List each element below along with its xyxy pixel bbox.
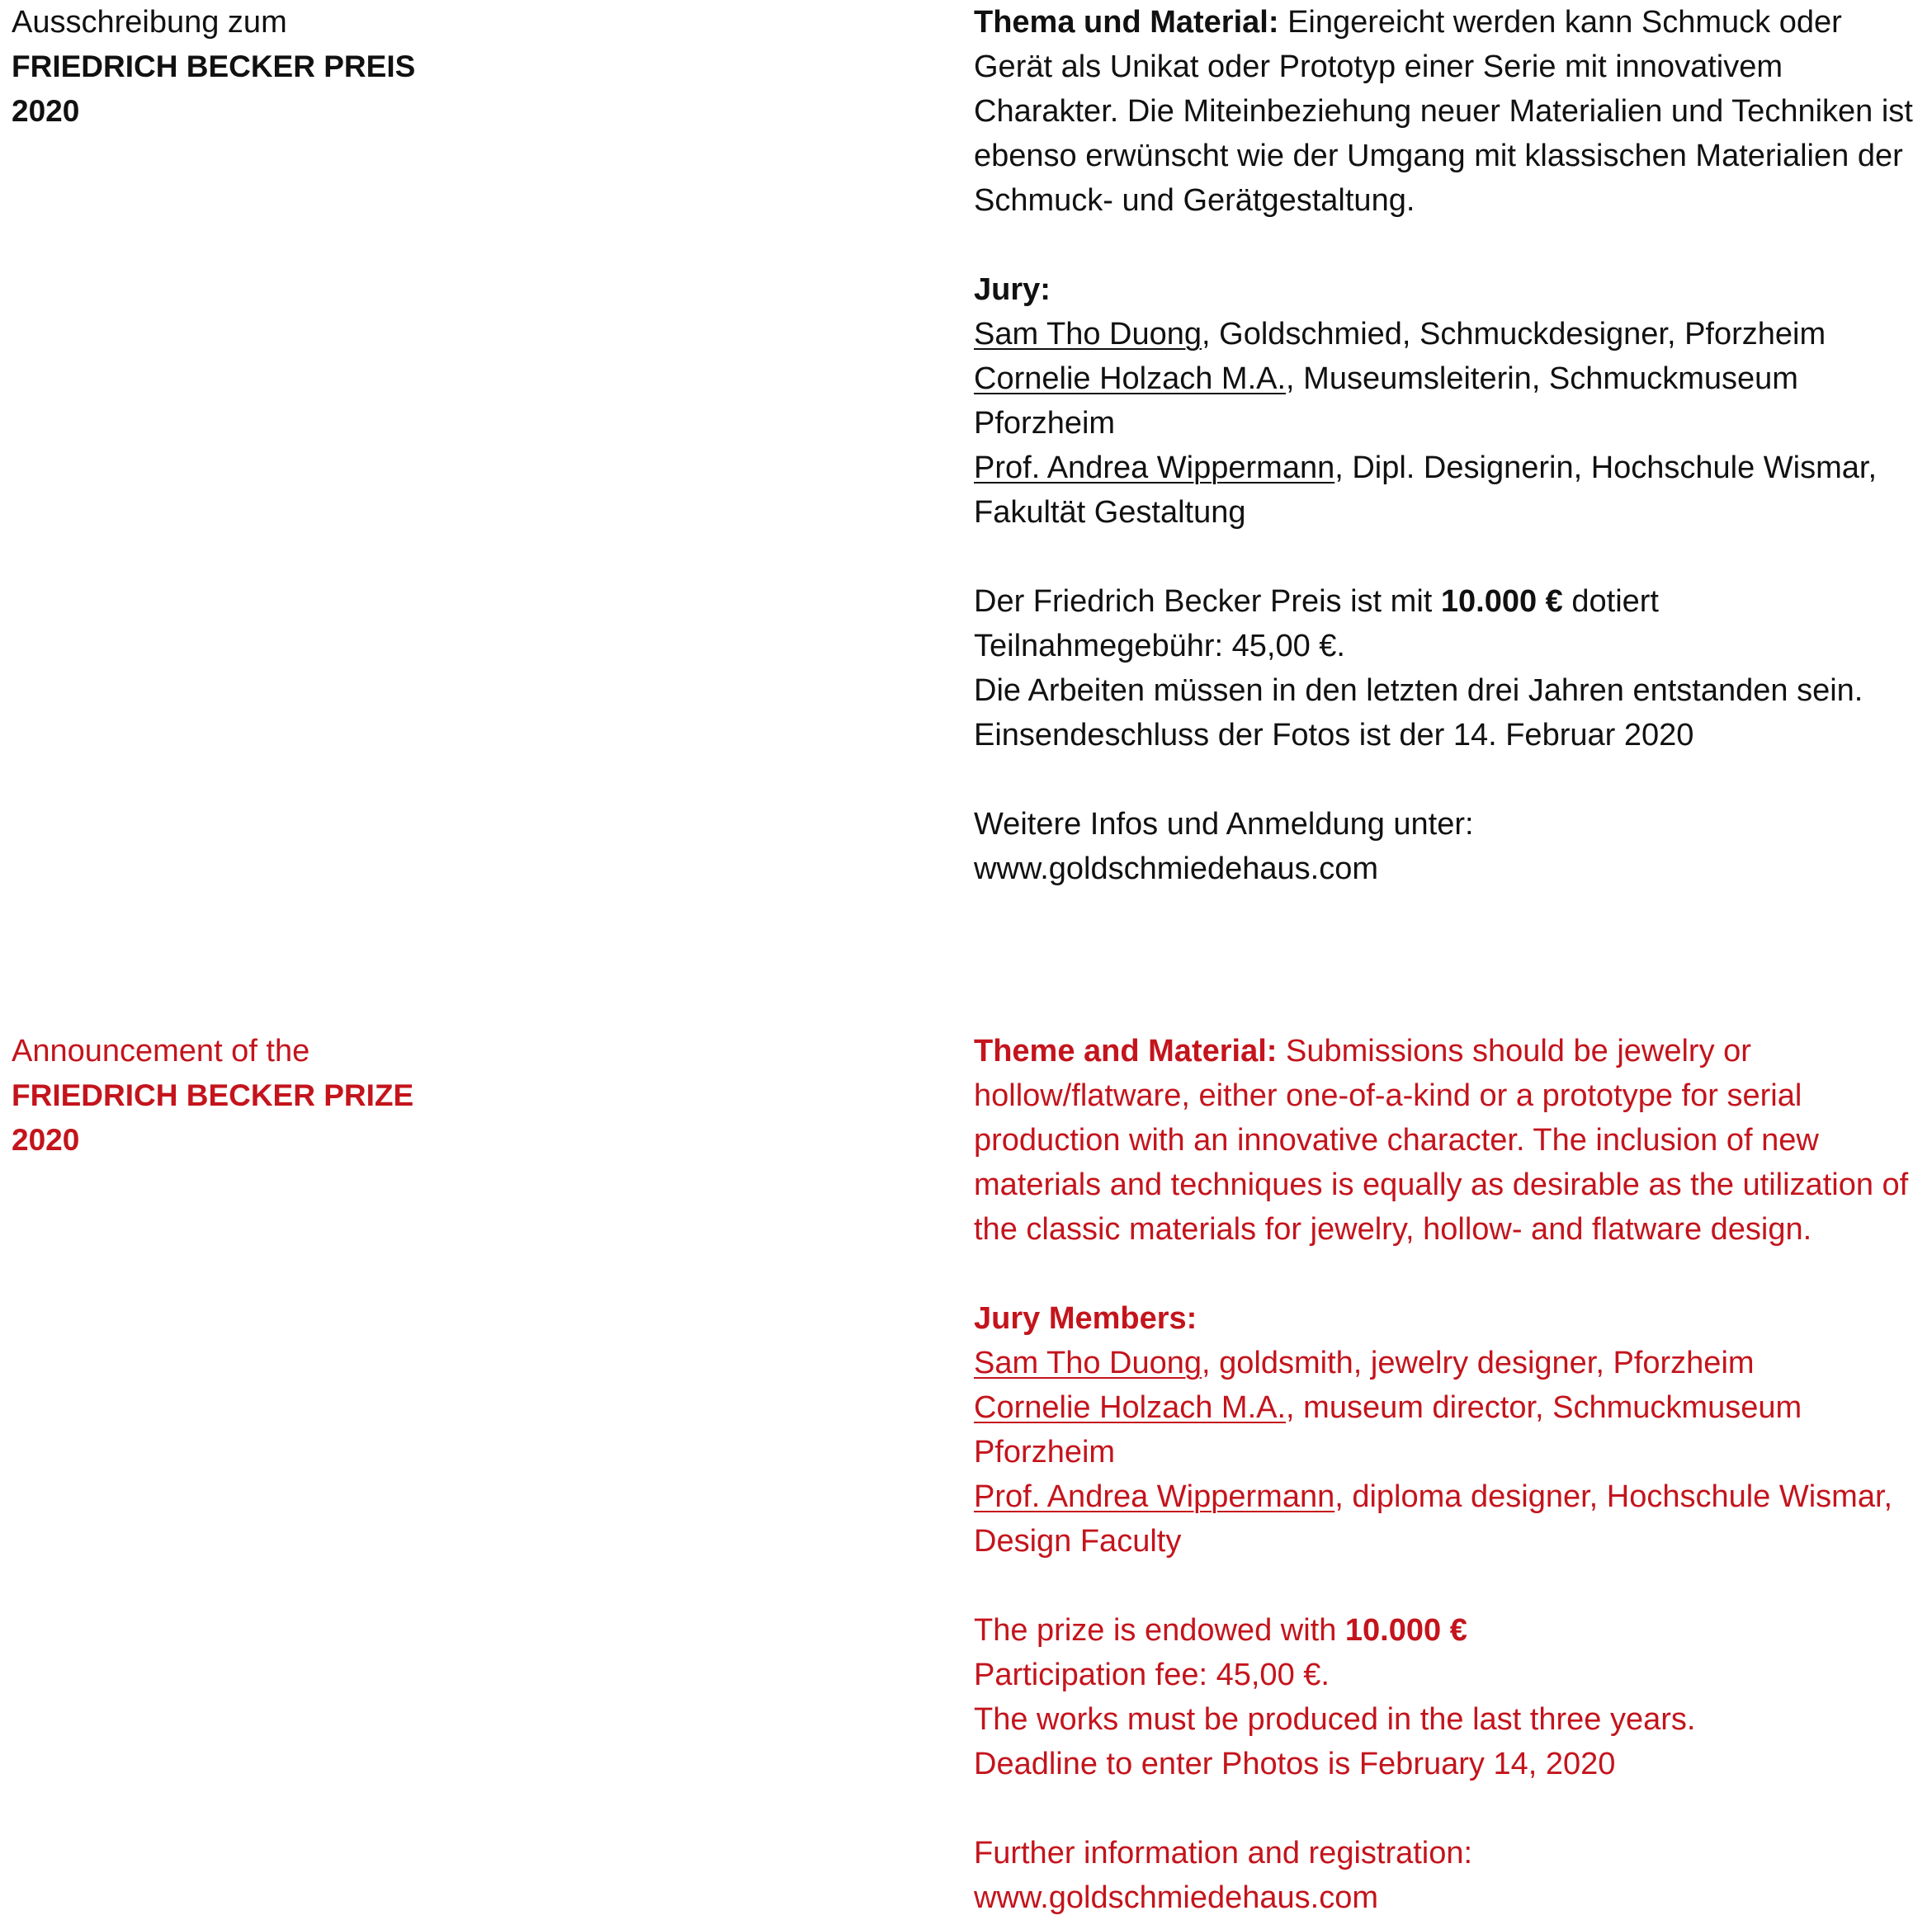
german-deadline: Einsendeschluss der Fotos ist der 14. Februar 2020 <box>974 718 1694 752</box>
german-website-link[interactable]: www.goldschmiedehaus.com <box>974 851 1379 886</box>
german-jury-label: Jury: <box>974 272 1051 307</box>
german-jury-role: , Goldschmied, Schmuckdesigner, Pforzheim <box>1202 317 1826 351</box>
english-jury-label: Jury Members: <box>974 1301 1197 1336</box>
english-info-label: Further information and registration: <box>974 1836 1473 1870</box>
english-jury-role: , museum director, Schmuckmuseum Pforzheim <box>974 1390 1802 1469</box>
english-theme-paragraph <box>974 1029 1923 1252</box>
english-jury-member <box>974 1474 1923 1564</box>
german-jury-name-link[interactable]: Cornelie Holzach M.A. <box>974 361 1287 396</box>
german-jury-member <box>974 446 1923 535</box>
english-jury-role: , diploma designer, Hochschule Wismar, Design Faculty <box>974 1479 1893 1559</box>
english-theme-label: Theme and Material: <box>974 1034 1278 1069</box>
english-fee: Participation fee: 45,00 €. <box>974 1658 1330 1692</box>
english-theme-text: Submissions should be jewelry or hollow/flatware, either one-of-a-kind or a prototype for serial production with an innovative character. The inclusion of new materials and techniques is equally as desirable as the utilization of the classic materials for jewelry, hollow- and flatware design. <box>974 1034 1909 1247</box>
german-fee: Teilnahmegebühr: 45,00 €. <box>974 629 1345 663</box>
german-jury-member <box>974 312 1923 356</box>
english-jury-member <box>974 1385 1923 1474</box>
german-details <box>974 0 1923 891</box>
german-prize-line <box>974 579 1923 624</box>
english-prize-amount: 10.000 € <box>1344 1613 1467 1648</box>
english-prize-line <box>974 1608 1923 1653</box>
english-website-link[interactable]: www.goldschmiedehaus.com <box>974 1880 1379 1915</box>
english-details <box>974 1029 1923 1920</box>
english-jury-member <box>974 1341 1923 1385</box>
german-works: Die Arbeiten müssen in den letzten drei Jahren entstanden sein. <box>974 673 1864 708</box>
german-heading <box>12 0 589 134</box>
german-jury-member <box>974 356 1923 446</box>
english-deadline: Deadline to enter Photos is February 14, 2020 <box>974 1747 1616 1781</box>
german-prize-prefix: Der Friedrich Becker Preis ist mit <box>974 584 1441 619</box>
german-info-label: Weitere Infos und Anmeldung unter: <box>974 807 1474 842</box>
german-jury-role: , Dipl. Designerin, Hochschule Wismar, Fakultät Gestaltung <box>974 451 1878 530</box>
english-title-line2: 2020 <box>12 1123 80 1157</box>
german-theme-text: Eingereicht werden kann Schmuck oder Gerät als Unikat oder Prototyp einer Serie mit innovativem Charakter. Die Miteinbeziehung neuer Materialien und Techniken ist ebenso erwünscht wie der Umgang mit klassischen Materialien der Schmuck- und Gerätgestaltung. <box>974 5 1913 218</box>
english-heading <box>12 1029 589 1163</box>
english-jury-name-link[interactable]: Prof. Andrea Wippermann <box>974 1479 1335 1514</box>
german-intro: Ausschreibung zum <box>12 5 287 40</box>
german-prize-amount: 10.000 € <box>1440 584 1563 619</box>
german-jury-name-link[interactable]: Prof. Andrea Wippermann <box>974 451 1335 485</box>
german-title-line2: 2020 <box>12 94 80 128</box>
german-jury-name-link[interactable]: Sam Tho Duong <box>974 317 1202 351</box>
english-title-line1: FRIEDRICH BECKER PRIZE <box>12 1078 414 1112</box>
english-jury-name-link[interactable]: Sam Tho Duong <box>974 1346 1202 1380</box>
german-prize-suffix: dotiert <box>1562 584 1659 619</box>
english-jury-name-link[interactable]: Cornelie Holzach M.A. <box>974 1390 1287 1425</box>
german-theme-label: Thema und Material: <box>974 5 1279 40</box>
german-theme-paragraph <box>974 0 1923 223</box>
english-prize-prefix: The prize is endowed with <box>974 1613 1345 1648</box>
english-jury-role: , goldsmith, jewelry designer, Pforzheim <box>1202 1346 1755 1380</box>
english-intro: Announcement of the <box>12 1034 310 1069</box>
german-title-line1: FRIEDRICH BECKER PREIS <box>12 50 416 83</box>
german-jury-role: , Museumsleiterin, Schmuckmuseum Pforzheim <box>974 361 1798 441</box>
english-works: The works must be produced in the last three years. <box>974 1702 1696 1737</box>
